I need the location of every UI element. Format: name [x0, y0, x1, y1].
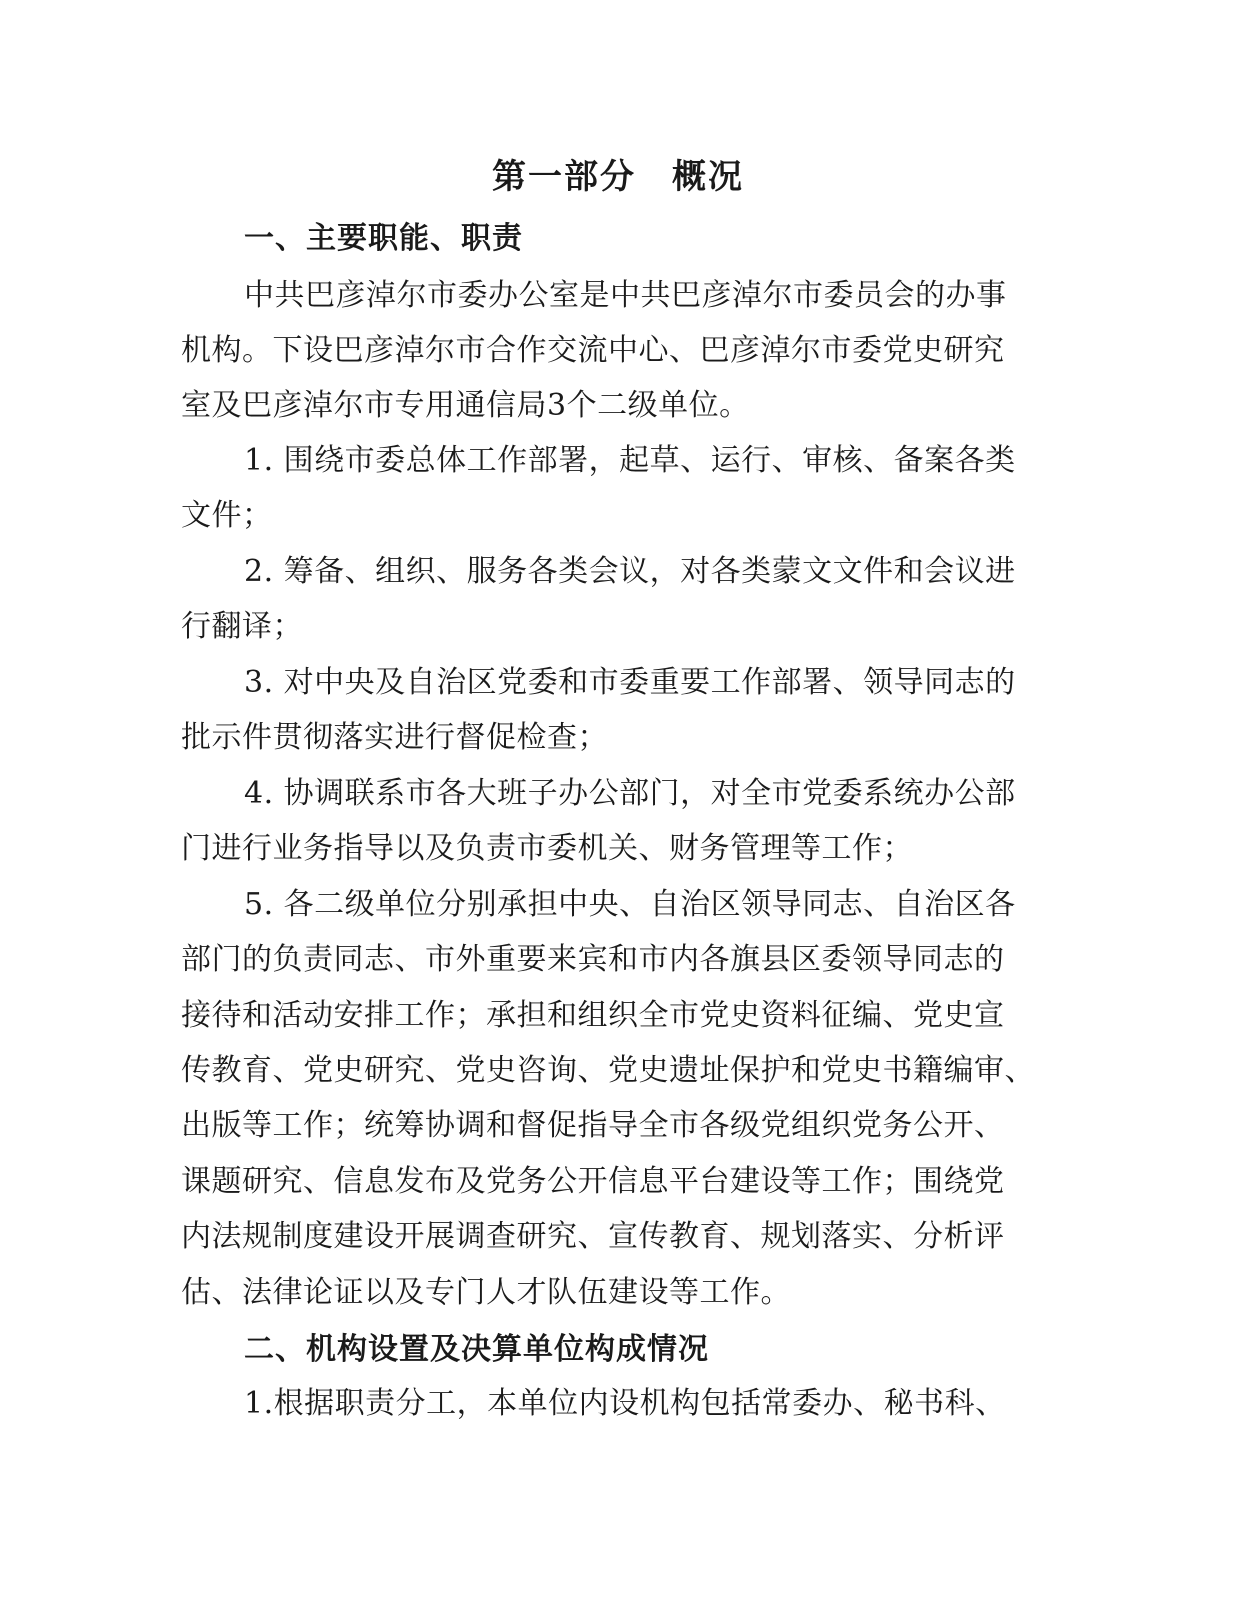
list-item-5-cont: 接待和活动安排工作；承担和组织全市党史资料征编、党史宣 — [181, 998, 1005, 1033]
list-item-5-cont: 估、法律论证以及专门人才队伍建设等工作。 — [181, 1275, 791, 1310]
paragraph-line: 中共巴彦淖尔市委办公室是中共巴彦淖尔市委员会的办事 — [244, 278, 1007, 313]
paragraph-line: 机构。下设巴彦淖尔市合作交流中心、巴彦淖尔市委党史研究 — [181, 333, 1005, 368]
list-item-4: 4. 协调联系市各大班子办公部门，对全市党委系统办公部 — [244, 776, 1016, 811]
list-item-5-cont: 课题研究、信息发布及党务公开信息平台建设等工作；围绕党 — [181, 1164, 1005, 1199]
page-title: 第一部分 概况 — [492, 157, 744, 197]
list-item-5-cont: 部门的负责同志、市外重要来宾和市内各旗县区委领导同志的 — [181, 942, 1005, 977]
paragraph-line: 1.根据职责分工，本单位内设机构包括常委办、秘书科、 — [244, 1386, 1006, 1421]
section-heading-duties: 一、主要职能、职责 — [244, 221, 523, 256]
list-item-3: 3. 对中央及自治区党委和市委重要工作部署、领导同志的 — [244, 665, 1016, 700]
list-item-3-cont: 批示件贯彻落实进行督促检查； — [181, 720, 608, 755]
list-item-4-cont: 门进行业务指导以及负责市委机关、财务管理等工作； — [181, 831, 913, 866]
list-item-5-cont: 出版等工作；统筹协调和督促指导全市各级党组织党务公开、 — [181, 1108, 1005, 1143]
paragraph-line: 室及巴彦淖尔市专用通信局3个二级单位。 — [181, 388, 750, 423]
list-item-2: 2. 筹备、组织、服务各类会议，对各类蒙文文件和会议进 — [244, 554, 1016, 589]
list-item-5-cont: 传教育、党史研究、党史咨询、党史遗址保护和党史书籍编审、 — [181, 1053, 1035, 1088]
list-item-1-cont: 文件； — [181, 498, 273, 533]
list-item-5: 5. 各二级单位分别承担中央、自治区领导同志、自治区各 — [244, 887, 1016, 922]
list-item-5-cont: 内法规制度建设开展调查研究、宣传教育、规划落实、分析评 — [181, 1219, 1005, 1254]
section-heading-structure: 二、机构设置及决算单位构成情况 — [244, 1332, 709, 1367]
list-item-1: 1. 围绕市委总体工作部署，起草、运行、审核、备案各类 — [244, 443, 1016, 478]
list-item-2-cont: 行翻译； — [181, 609, 303, 644]
